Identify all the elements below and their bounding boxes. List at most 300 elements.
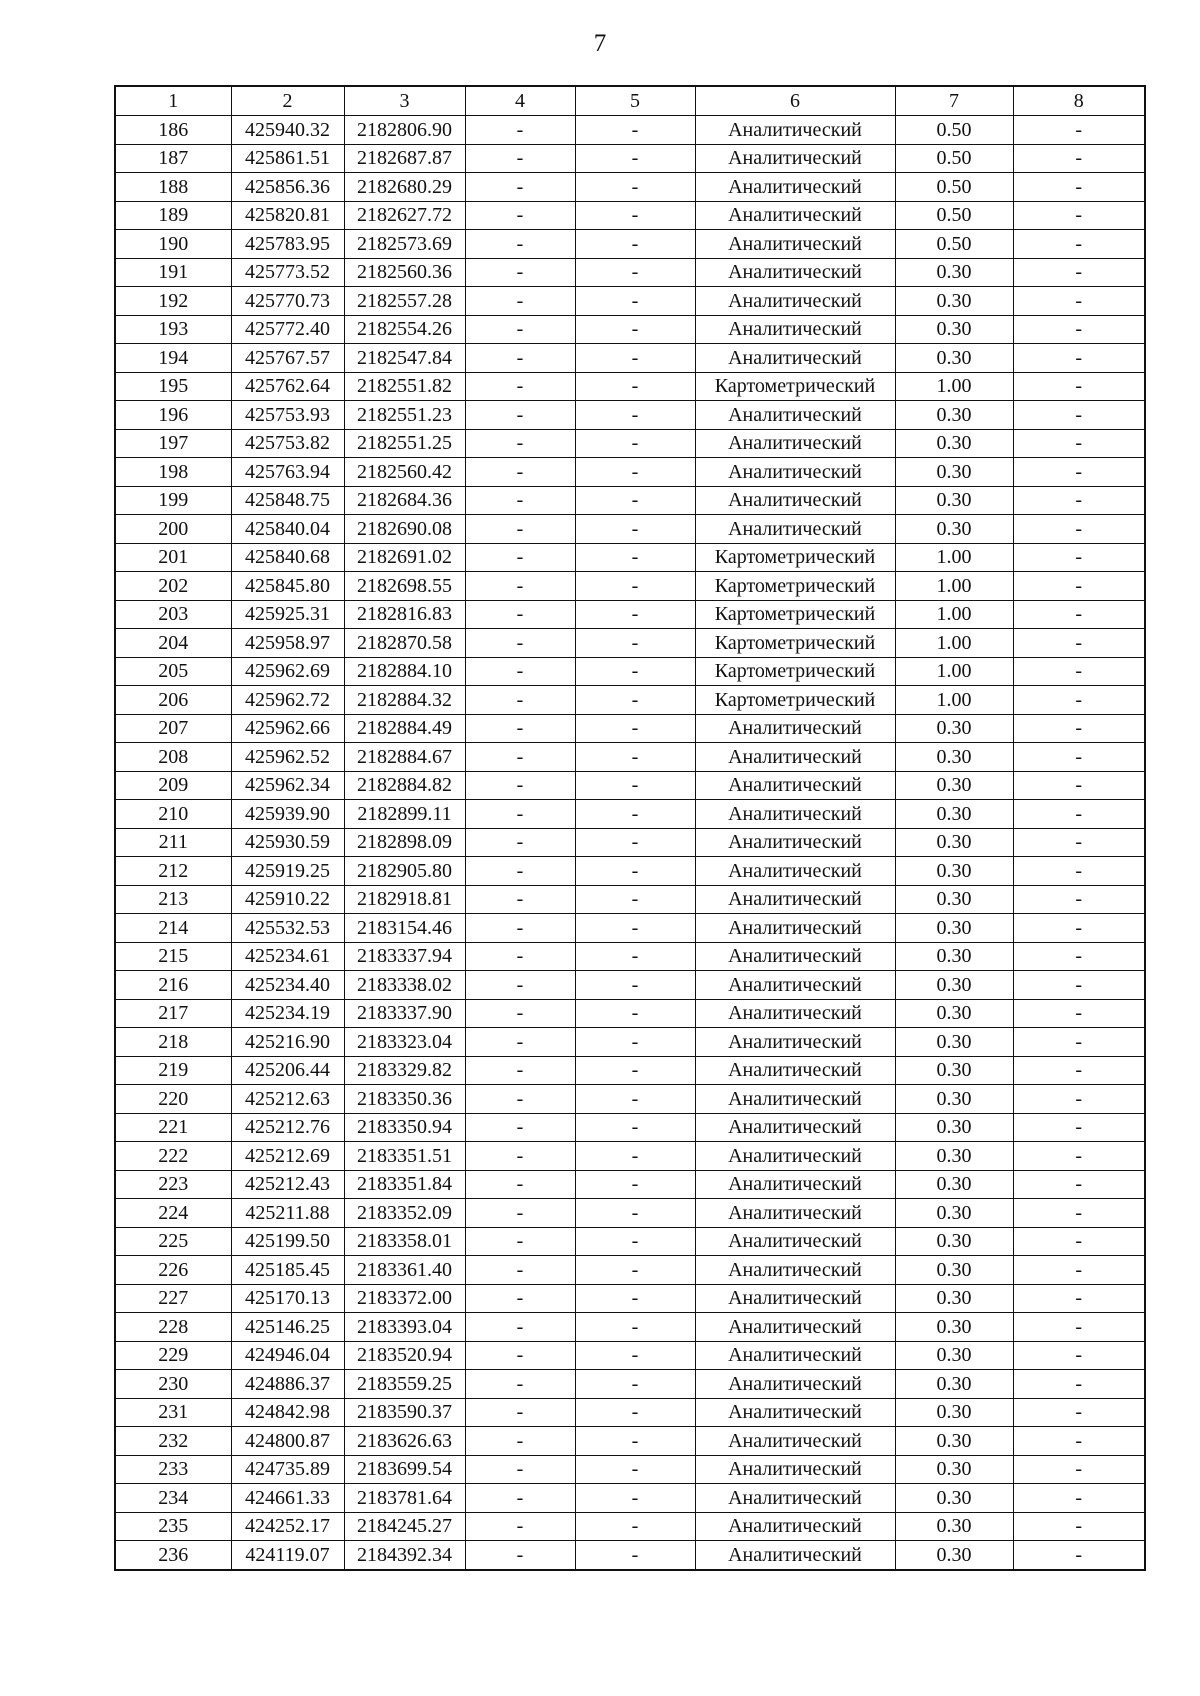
table-cell: - [465,401,575,430]
table-cell: Аналитический [695,1284,895,1313]
table-cell: - [1013,714,1145,743]
table-row [115,201,1145,230]
table-cell: - [575,1256,695,1285]
table-cell: 424661.33 [231,1484,344,1513]
table-cell: 0.30 [895,1541,1013,1570]
table-cell: 0.30 [895,828,1013,857]
table-cell: - [1013,1484,1145,1513]
table-cell: 203 [115,600,231,629]
table-cell: Аналитический [695,515,895,544]
table-cell: 0.30 [895,1398,1013,1427]
table-cell: 233 [115,1455,231,1484]
table-cell: 0.50 [895,116,1013,145]
table-cell: - [575,1028,695,1057]
table-cell: 218 [115,1028,231,1057]
table-cell: - [575,515,695,544]
table-cell: 425925.31 [231,600,344,629]
table-cell: 425962.34 [231,771,344,800]
column-header: 5 [575,86,695,116]
table-cell: - [1013,743,1145,772]
table-row [115,116,1145,145]
table-cell: - [465,173,575,202]
table-cell: 2182627.72 [344,201,465,230]
table-cell: Аналитический [695,714,895,743]
table-cell: 0.50 [895,173,1013,202]
coordinates-table [114,85,1146,1571]
table-cell: 425170.13 [231,1284,344,1313]
table-cell: - [1013,344,1145,373]
table-cell: 223 [115,1170,231,1199]
table-cell: 2183350.36 [344,1085,465,1114]
table-cell: Аналитический [695,971,895,1000]
table-cell: 210 [115,800,231,829]
table-cell: 228 [115,1313,231,1342]
table-cell: 0.30 [895,942,1013,971]
table-cell: Аналитический [695,315,895,344]
table-cell: - [1013,1256,1145,1285]
table-cell: 0.30 [895,857,1013,886]
table-row [115,971,1145,1000]
table-cell: 0.30 [895,315,1013,344]
table-cell: 2183781.64 [344,1484,465,1513]
table-cell: 0.30 [895,1142,1013,1171]
table-cell: - [465,144,575,173]
table-row [115,1484,1145,1513]
table-cell: - [465,1113,575,1142]
table-cell: 207 [115,714,231,743]
table-cell: 0.30 [895,1199,1013,1228]
column-header: 8 [1013,86,1145,116]
table-cell: 2182687.87 [344,144,465,173]
table-cell: 425848.75 [231,486,344,515]
table-row [115,344,1145,373]
table-cell: 424800.87 [231,1427,344,1456]
table-cell: 231 [115,1398,231,1427]
table-cell: 424252.17 [231,1512,344,1541]
table-cell: - [575,743,695,772]
table-cell: Аналитический [695,429,895,458]
table-cell: 0.30 [895,1427,1013,1456]
table-cell: - [1013,1227,1145,1256]
table-cell: 2183338.02 [344,971,465,1000]
table-cell: 232 [115,1427,231,1456]
table-cell: 425910.22 [231,885,344,914]
table-cell: - [575,1484,695,1513]
table-cell: - [465,885,575,914]
table-cell: - [465,1170,575,1199]
table-row [115,1056,1145,1085]
table-cell: 2182870.58 [344,629,465,658]
table-cell: 194 [115,344,231,373]
table-cell: 425767.57 [231,344,344,373]
table-cell: - [1013,173,1145,202]
table-cell: 198 [115,458,231,487]
table-row [115,401,1145,430]
table-cell: - [465,629,575,658]
table-cell: - [1013,971,1145,1000]
table-cell: 2183351.84 [344,1170,465,1199]
table-row [115,287,1145,316]
table-cell: - [1013,116,1145,145]
table-row [115,230,1145,259]
table-row [115,600,1145,629]
table-cell: 2182557.28 [344,287,465,316]
table-cell: 0.30 [895,515,1013,544]
table-cell: - [465,1398,575,1427]
table-row [115,572,1145,601]
table-cell: - [465,1484,575,1513]
table-cell: 425856.36 [231,173,344,202]
table-cell: - [1013,1113,1145,1142]
table-cell: - [575,572,695,601]
table-cell: - [575,258,695,287]
table-cell: - [575,287,695,316]
table-cell: 213 [115,885,231,914]
table-cell: Картометрический [695,686,895,715]
table-cell: 0.30 [895,885,1013,914]
table-row [115,686,1145,715]
table-cell: 2182551.82 [344,372,465,401]
table-cell: - [575,116,695,145]
table-cell: 2182816.83 [344,600,465,629]
table-row [115,258,1145,287]
table-cell: 195 [115,372,231,401]
table-row [115,1284,1145,1313]
table-cell: - [465,1427,575,1456]
table-cell: Аналитический [695,287,895,316]
table-cell: 0.30 [895,971,1013,1000]
table-cell: - [465,1541,575,1570]
table-cell: - [465,857,575,886]
table-cell: 425962.72 [231,686,344,715]
table-cell: - [1013,1313,1145,1342]
table-cell: 193 [115,315,231,344]
table-cell: 2182690.08 [344,515,465,544]
table-cell: 0.30 [895,1313,1013,1342]
table-cell: Аналитический [695,1398,895,1427]
table-cell: Аналитический [695,486,895,515]
table-cell: - [465,1256,575,1285]
table-cell: Аналитический [695,1085,895,1114]
table-row [115,857,1145,886]
table-row [115,629,1145,658]
table-cell: - [1013,1170,1145,1199]
table-cell: 1.00 [895,572,1013,601]
table-cell: - [1013,1455,1145,1484]
table-cell: 0.30 [895,1341,1013,1370]
table-cell: - [1013,771,1145,800]
table-cell: - [575,999,695,1028]
table-cell: 2182680.29 [344,173,465,202]
table-row [115,1455,1145,1484]
table-cell: Картометрический [695,629,895,658]
table-cell: - [575,1227,695,1256]
table-cell: - [465,201,575,230]
column-header: 7 [895,86,1013,116]
table-row [115,743,1145,772]
table-row [115,657,1145,686]
table-cell: 2184392.34 [344,1541,465,1570]
table-cell: Аналитический [695,771,895,800]
table-cell: Картометрический [695,572,895,601]
table-cell: - [1013,1541,1145,1570]
table-row [115,1085,1145,1114]
table-header-row [115,86,1145,116]
table-cell: 196 [115,401,231,430]
table-cell: 425845.80 [231,572,344,601]
table-cell: 190 [115,230,231,259]
table-cell: - [465,458,575,487]
table-cell: 425840.68 [231,543,344,572]
table-cell: - [575,942,695,971]
table-cell: 425146.25 [231,1313,344,1342]
table-cell: - [465,714,575,743]
table-cell: - [575,144,695,173]
table-cell: - [575,1142,695,1171]
table-cell: - [465,1056,575,1085]
table-cell: 0.30 [895,344,1013,373]
table-cell: Аналитический [695,144,895,173]
table-cell: - [575,543,695,572]
table-cell: - [575,714,695,743]
table-cell: 2182573.69 [344,230,465,259]
table-cell: - [575,429,695,458]
table-cell: 0.30 [895,1512,1013,1541]
table-cell: 0.30 [895,1370,1013,1399]
table-cell: 425763.94 [231,458,344,487]
table-cell: - [465,515,575,544]
table-cell: Аналитический [695,1199,895,1228]
table-cell: - [465,543,575,572]
table-cell: 2183626.63 [344,1427,465,1456]
table-cell: 204 [115,629,231,658]
table-cell: Аналитический [695,1170,895,1199]
table-cell: Аналитический [695,258,895,287]
table-cell: 2183520.94 [344,1341,465,1370]
table-cell: 425212.69 [231,1142,344,1171]
table-cell: - [1013,1398,1145,1427]
table-cell: Аналитический [695,942,895,971]
table-cell: - [575,1170,695,1199]
table-row [115,1170,1145,1199]
table-cell: - [1013,572,1145,601]
table-cell: 425940.32 [231,116,344,145]
table-cell: 206 [115,686,231,715]
table-cell: 425212.76 [231,1113,344,1142]
table-cell: Аналитический [695,1056,895,1085]
table-cell: - [465,800,575,829]
table-cell: - [575,486,695,515]
table-row [115,144,1145,173]
table-row [115,1398,1145,1427]
table-cell: - [465,258,575,287]
table-cell: 425234.40 [231,971,344,1000]
table-cell: - [575,1341,695,1370]
table-cell: Аналитический [695,1427,895,1456]
table-cell: - [465,572,575,601]
table-cell: - [465,287,575,316]
table-cell: 2184245.27 [344,1512,465,1541]
table-cell: 225 [115,1227,231,1256]
table-cell: - [575,344,695,373]
table-cell: - [575,230,695,259]
table-cell: 236 [115,1541,231,1570]
table-row [115,1028,1145,1057]
table-cell: Аналитический [695,458,895,487]
column-header: 4 [465,86,575,116]
table-cell: 2183590.37 [344,1398,465,1427]
table-cell: 424886.37 [231,1370,344,1399]
table-cell: Аналитический [695,1341,895,1370]
table-cell: - [465,429,575,458]
table-cell: 2182905.80 [344,857,465,886]
table-cell: - [575,600,695,629]
table-cell: 2183559.25 [344,1370,465,1399]
table-cell: - [465,486,575,515]
table-row [115,173,1145,202]
table-cell: 0.30 [895,1170,1013,1199]
table-cell: 208 [115,743,231,772]
table-cell: - [465,1227,575,1256]
table-cell: - [1013,914,1145,943]
page-number: 7 [593,30,607,57]
table-cell: Аналитический [695,1113,895,1142]
table-cell: 187 [115,144,231,173]
table-cell: - [465,1341,575,1370]
table-cell: 216 [115,971,231,1000]
table-cell: 2182918.81 [344,885,465,914]
table-cell: 425861.51 [231,144,344,173]
table-cell: - [1013,1056,1145,1085]
table-cell: 424119.07 [231,1541,344,1570]
table-cell: 200 [115,515,231,544]
table-cell: - [1013,486,1145,515]
table-cell: 425962.66 [231,714,344,743]
table-cell: Картометрический [695,543,895,572]
table-cell: 1.00 [895,372,1013,401]
table-row [115,458,1145,487]
table-cell: - [1013,600,1145,629]
table-cell: - [465,914,575,943]
table-cell: - [465,686,575,715]
table-cell: 0.30 [895,1056,1013,1085]
table-cell: 229 [115,1341,231,1370]
table-cell: 1.00 [895,543,1013,572]
table-cell: - [465,116,575,145]
table-row [115,1370,1145,1399]
table-cell: - [1013,1028,1145,1057]
table-row [115,1142,1145,1171]
table-cell: 209 [115,771,231,800]
table-cell: 0.30 [895,1484,1013,1513]
table-cell: 425770.73 [231,287,344,316]
table-cell: - [1013,629,1145,658]
table-cell: 0.30 [895,287,1013,316]
table-cell: 425919.25 [231,857,344,886]
table-cell: 224 [115,1199,231,1228]
table-cell: 189 [115,201,231,230]
table-cell: 0.30 [895,401,1013,430]
table-cell: 0.30 [895,1028,1013,1057]
table-cell: Аналитический [695,1256,895,1285]
table-cell: - [465,372,575,401]
table-cell: 425958.97 [231,629,344,658]
table-cell: - [575,971,695,1000]
table-cell: 2183350.94 [344,1113,465,1142]
table-cell: - [465,1199,575,1228]
table-row [115,1227,1145,1256]
table-cell: 425234.61 [231,942,344,971]
table-cell: 0.30 [895,914,1013,943]
table-cell: - [575,1427,695,1456]
table-cell: Аналитический [695,1142,895,1171]
table-cell: - [1013,657,1145,686]
table-cell: 2182899.11 [344,800,465,829]
table-cell: 425199.50 [231,1227,344,1256]
table-cell: 0.30 [895,1227,1013,1256]
table-cell: 425212.63 [231,1085,344,1114]
table-cell: - [575,1370,695,1399]
table-cell: - [465,942,575,971]
table-cell: 2183372.00 [344,1284,465,1313]
table-cell: Аналитический [695,116,895,145]
table-row [115,1256,1145,1285]
table-cell: - [1013,942,1145,971]
table-cell: 2182560.36 [344,258,465,287]
table-row [115,429,1145,458]
table-cell: 2183352.09 [344,1199,465,1228]
table-row [115,771,1145,800]
table-cell: 0.30 [895,743,1013,772]
table-cell: - [575,1541,695,1570]
table-cell: 425820.81 [231,201,344,230]
table-cell: Картометрический [695,600,895,629]
table-cell: 220 [115,1085,231,1114]
table-cell: 424946.04 [231,1341,344,1370]
table-cell: 2182884.67 [344,743,465,772]
table-cell: 0.30 [895,800,1013,829]
table-cell: - [465,344,575,373]
table-cell: - [465,971,575,1000]
table-cell: - [1013,999,1145,1028]
table-row [115,1541,1145,1570]
table-cell: - [1013,315,1145,344]
table-cell: Аналитический [695,914,895,943]
table-cell: - [465,743,575,772]
table-cell: 2182806.90 [344,116,465,145]
table-cell: - [465,771,575,800]
table-cell: 217 [115,999,231,1028]
table-cell: 1.00 [895,600,1013,629]
table-cell: 226 [115,1256,231,1285]
table-cell: 0.30 [895,1256,1013,1285]
table-cell: 0.30 [895,999,1013,1028]
table-cell: 2183329.82 [344,1056,465,1085]
table-cell: 1.00 [895,657,1013,686]
table-cell: - [575,629,695,658]
table-cell: 2182698.55 [344,572,465,601]
table-cell: 425753.82 [231,429,344,458]
table-row [115,942,1145,971]
table-cell: - [1013,828,1145,857]
table-cell: 425772.40 [231,315,344,344]
table-cell: - [1013,857,1145,886]
table-row [115,1512,1145,1541]
table-cell: - [1013,401,1145,430]
table-cell: Аналитический [695,1512,895,1541]
table-row [115,1113,1145,1142]
table-cell: - [575,771,695,800]
